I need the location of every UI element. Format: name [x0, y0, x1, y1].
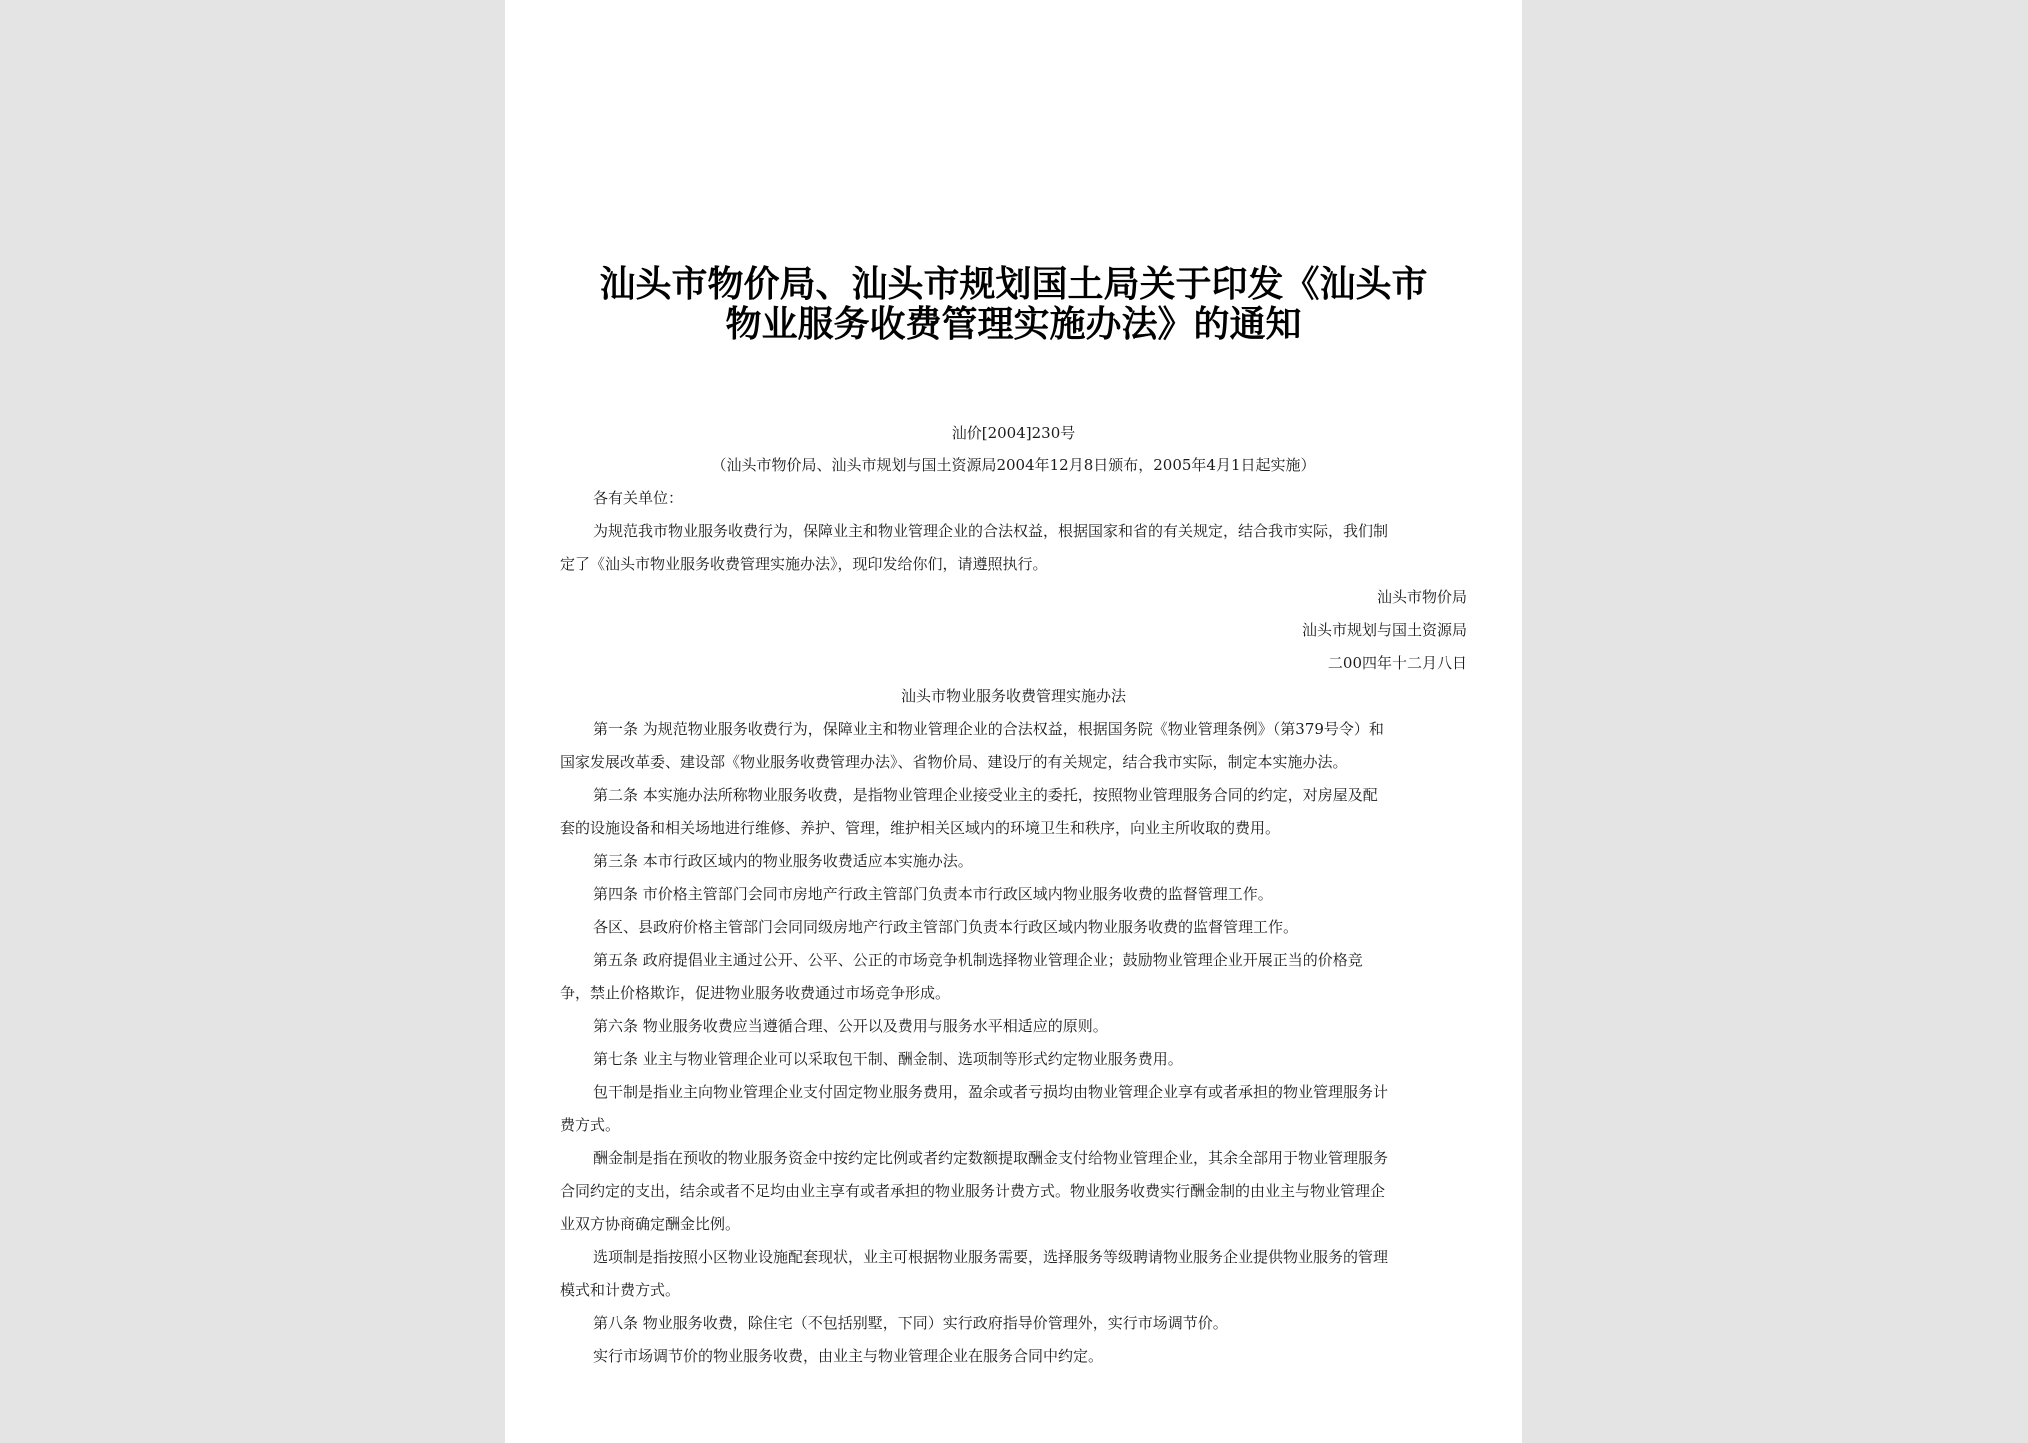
intro-paragraph-line-1: 为规范我市物业服务收费行为，保障业主和物业管理企业的合法权益，根据国家和省的有关规定，结合我市实际，我们制 — [593, 522, 1389, 540]
article-7-lump-sum-line-1: 包干制是指业主向物业管理企业支付固定物业服务费用，盈余或者亏损均由物业管理企业享有或者承担的物业管理服务计 — [593, 1083, 1389, 1101]
article-7: 第七条 业主与物业管理企业可以采取包干制、酬金制、选项制等形式约定物业服务费用。 — [593, 1050, 1183, 1068]
issue-note: （汕头市物价局、汕头市规划与国土资源局2004年12月8日颁布，2005年4月1日起实施） — [711, 456, 1316, 474]
document-title-line-1: 汕头市物价局、汕头市规划国土局关于印发《汕头市 — [599, 263, 1428, 305]
measures-title: 汕头市物业服务收费管理实施办法 — [900, 687, 1126, 705]
intro-paragraph-line-2: 定了《汕头市物业服务收费管理实施办法》，现印发给你们，请遵照执行。 — [560, 555, 1048, 573]
article-4-sub: 各区、县政府价格主管部门会同同级房地产行政主管部门负责本行政区域内物业服务收费的监督管理工作。 — [593, 918, 1299, 936]
signer-price-bureau: 汕头市物价局 — [1376, 588, 1467, 606]
article-5-line-1: 第五条 政府提倡业主通过公开、公平、公正的市场竞争机制选择物业管理企业；鼓励物业管理企业开展正当的价格竞 — [593, 951, 1363, 969]
article-8-sub: 实行市场调节价的物业服务收费，由业主与物业管理企业在服务合同中约定。 — [593, 1347, 1104, 1365]
article-7-lump-sum-line-2: 费方式。 — [560, 1116, 621, 1134]
article-7-remuneration-line-3: 业双方协商确定酬金比例。 — [560, 1215, 741, 1233]
article-4: 第四条 市价格主管部门会同市房地产行政主管部门负责本市行政区域内物业服务收费的监督管理工作。 — [593, 885, 1273, 903]
document-title-line-2: 物业服务收费管理实施办法》的通知 — [725, 303, 1302, 345]
document-page — [505, 0, 1522, 1443]
article-7-remuneration-line-2: 合同约定的支出，结余或者不足均由业主享有或者承担的物业服务计费方式。物业服务收费实行酬金制的由业主与物业管理企 — [560, 1182, 1386, 1200]
article-7-option-line-2: 模式和计费方式。 — [560, 1281, 681, 1299]
article-1-line-1: 第一条 为规范物业服务收费行为，保障业主和物业管理企业的合法权益，根据国务院《物业管理条例》（第379号令）和 — [593, 720, 1384, 738]
article-2-line-2: 套的设施设备和相关场地进行维修、养护、管理，维护相关区域内的环境卫生和秩序，向业主所收取的费用。 — [560, 819, 1281, 837]
article-8: 第八条 物业服务收费，除住宅（不包括别墅，下同）实行政府指导价管理外，实行市场调节价。 — [593, 1314, 1228, 1332]
article-7-remuneration-line-1: 酬金制是指在预收的物业服务资金中按约定比例或者约定数额提取酬金支付给物业管理企业，其余全部用于物业管理服务 — [593, 1149, 1389, 1167]
article-5-line-2: 争，禁止价格欺诈，促进物业服务收费通过市场竞争形成。 — [560, 984, 951, 1002]
article-3: 第三条 本市行政区域内的物业服务收费适应本实施办法。 — [593, 852, 973, 870]
signer-land-bureau: 汕头市规划与国土资源局 — [1301, 621, 1467, 639]
sign-date: 二00四年十二月八日 — [1327, 654, 1467, 672]
article-7-option-line-1: 选项制是指按照小区物业设施配套现状，业主可根据物业服务需要，选择服务等级聘请物业服务企业提供物业服务的管理 — [593, 1248, 1389, 1266]
article-1-line-2: 国家发展改革委、建设部《物业服务收费管理办法》、省物价局、建设厅的有关规定，结合我市实际，制定本实施办法。 — [560, 753, 1348, 771]
article-6: 第六条 物业服务收费应当遵循合理、公开以及费用与服务水平相适应的原则。 — [593, 1017, 1108, 1035]
document-number: 汕价[2004]230号 — [951, 424, 1076, 442]
salutation: 各有关单位： — [593, 489, 684, 507]
article-2-line-1: 第二条 本实施办法所称物业服务收费，是指物业管理企业接受业主的委托，按照物业管理服务合同的约定，对房屋及配 — [593, 786, 1378, 804]
